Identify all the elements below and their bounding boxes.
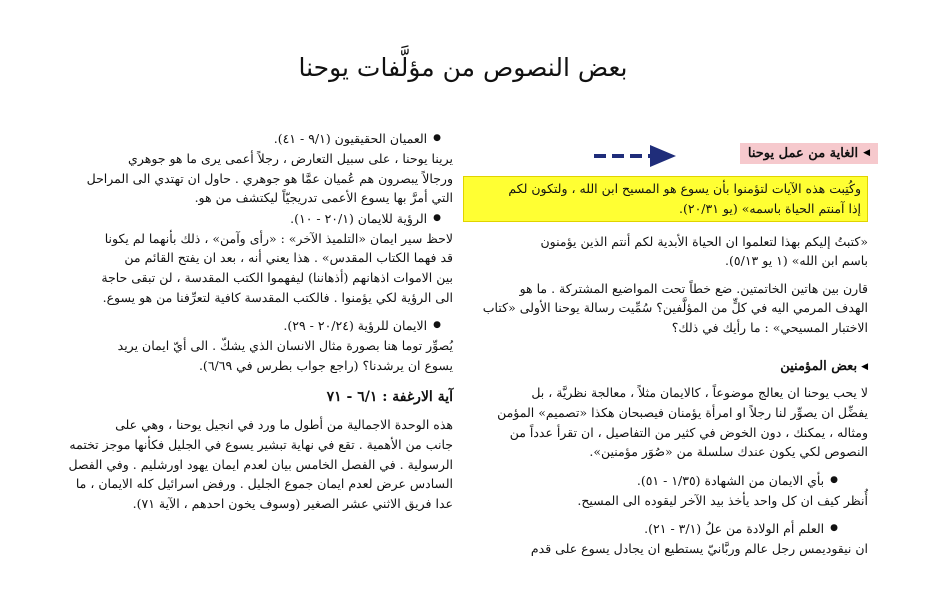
bullet-item [58,315,453,336]
purpose-heading: الغاية من عمل يوحنا [747,145,859,161]
bullet-item [463,518,868,539]
triangle-bullet-icon: ◀ [861,362,868,373]
purpose-heading-box [740,143,878,164]
bullet-item [463,470,868,491]
paragraph [463,279,868,338]
bullet-text: العلم أم الولادة من علُ (٣/١ - ٢١). [644,521,825,537]
bullet-dot-icon: ● [830,474,838,485]
text-line: ان نيقوديمس رجل عالم وربَّانيّ يستطيع ان يجادل يسوع على قدم [530,541,868,557]
verse-heading: آية الارغفة : ٦/١ - ٧١ [326,389,453,406]
left-column [58,128,453,513]
text-line: يرينا يوحنا ، على سبيل التعارض ، رجلاً أعمى يرى ما هو جوهري [128,151,453,166]
text-line: قارن بين هاتين الخاتمتين. ضع خطاً تحت المواضيع المشتركة . ما هو [519,280,868,296]
text-line: يُصوِّر توما هنا بصورة مثال الانسان الذي يشكّ . الى أيّ ايمان يريد [117,338,453,354]
highlight-line: وكُتِبت هذه الآيات لتؤمنوا بأن يسوع هو المسيح ابن الله ، ولتكون لكم [508,180,861,196]
text-line: «كتبتُ إليكم بهذا لتعلموا ان الحياة الأبدية لكم أنتم الذين يؤمنون [540,233,868,249]
text-line: يسوع ان يرشدنا؟ (راجع جواب بطرس في ٦/٦٩). [198,357,453,373]
text-line: لا يحب يوحنا ان يعالج موضوعاً ، كالايمان مثلاً ، معالجة نظريَّة ، بل [531,385,868,401]
text-line: ورجالاً يبصرون هم عُميان عمَّا هو جوهري . حاول ان تهتدي الى المراحل [86,170,453,186]
paragraph [58,336,453,375]
text-line: الهدف المرمي اليه في كلٍّ من المؤلَّفين؟ سُمِّيت رسالة يوحنا الأولى «كتاب [482,300,868,316]
bullet-text: الايمان للرؤية (٢٠/٢٤ - ٢٩). [283,318,428,334]
bullet-dot-icon: ● [433,320,441,331]
right-column [463,140,868,559]
triangle-bullet-icon: ◀ [863,148,870,158]
paragraph [463,383,868,461]
bullet-dot-icon: ● [433,212,441,223]
text-line: هذه الوحدة الاجمالية من أطول ما ورد في انجيل يوحنا ، وهي على [115,417,453,433]
highlight-line: إذا آمنتم الحياة باسمه» (يو ٢٠/٣١). [679,200,861,216]
text-line: السادس عرض لعدم ايمان جموع الجليل . ورفض اسرائيل كله الايمان ، ما [75,476,453,492]
page-title: بعض النصوص من مؤلَّفات يوحنا [298,52,628,82]
bullet-dot-icon: ● [830,523,838,534]
text-line: عدا فريق الاثني عشر الصغير (وسوف يخون احدهم ، الآية ٧١). [132,495,453,511]
paragraph [463,232,868,271]
text-line: جانب من الأهمية . تقع في نهاية تبشير يسوع في الجليل فكأنها موجز تختمه [69,436,453,452]
text-line: يفضِّل ان يصوِّر لنا رجلاً او امرأة يؤمنان فيصبحان هكذا «تصميم» المؤمن [497,405,868,421]
paragraph [58,149,453,208]
text-line: باسم ابن الله» (١ يو ٥/١٣). [725,253,868,269]
text-line: لاحظ سير ايمان «التلميذ الآخر» : «رأى وآمن» ، ذلك بأنهما لم يكونا [104,230,453,246]
text-line: بين الاموات اذهانهم (أذهاننا) ليفهموا الكتب المقدسة ، لن تبقى حاجة [101,269,453,285]
bullet-text: الرؤية للايمان (٢٠/١ - ١٠). [290,210,428,226]
bullet-item [58,128,453,149]
paragraph [58,229,453,307]
believers-heading-row [463,357,868,377]
bullet-item [58,208,453,229]
highlighted-quote [463,176,868,222]
text-line: الاختبار المسيحي» : ما رأيك في ذلك؟ [671,319,868,335]
bullet-text: العميان الحقيقيون (٩/١ - ٤١). [273,131,428,146]
text-line: قد فهما الكتاب المقدس» . هذا يعني أنه ، بعد ان يفتح القائم من [124,250,453,266]
text-line: الرسولية . في الفصل الخامس بيان لعدم ايمان يهود اورشليم . وفي الفصل [68,456,453,472]
text-line: النصوص لكي يكون عندك سلسلة من «صُوَر مؤمنين». [589,444,868,460]
text-line: أُنظر كيف ان كل واحد يأخذ بيد الآخر ليقوده الى المسيح. [577,492,868,508]
bullet-text: بأي الايمان من الشهادة (١/٣٥ - ٥١). [636,472,825,488]
text-line: التي أمرَّ بها يسوع الأعمى تدريجيّاً ليكتشف من هو. [194,190,453,206]
believers-heading: بعض المؤمنين [780,359,858,375]
text-line: الى الرؤية لكي يؤمنوا . فالكتب المقدسة كافية لتعرِّفنا من هو يسوع. [102,289,453,305]
bullet-dot-icon: ● [433,133,441,143]
text-line: ومثاله ، يمكنك ، دون الخوض في كثير من التفاصيل ، ان تقرأ عدداً من [509,424,868,440]
paragraph [58,415,453,513]
